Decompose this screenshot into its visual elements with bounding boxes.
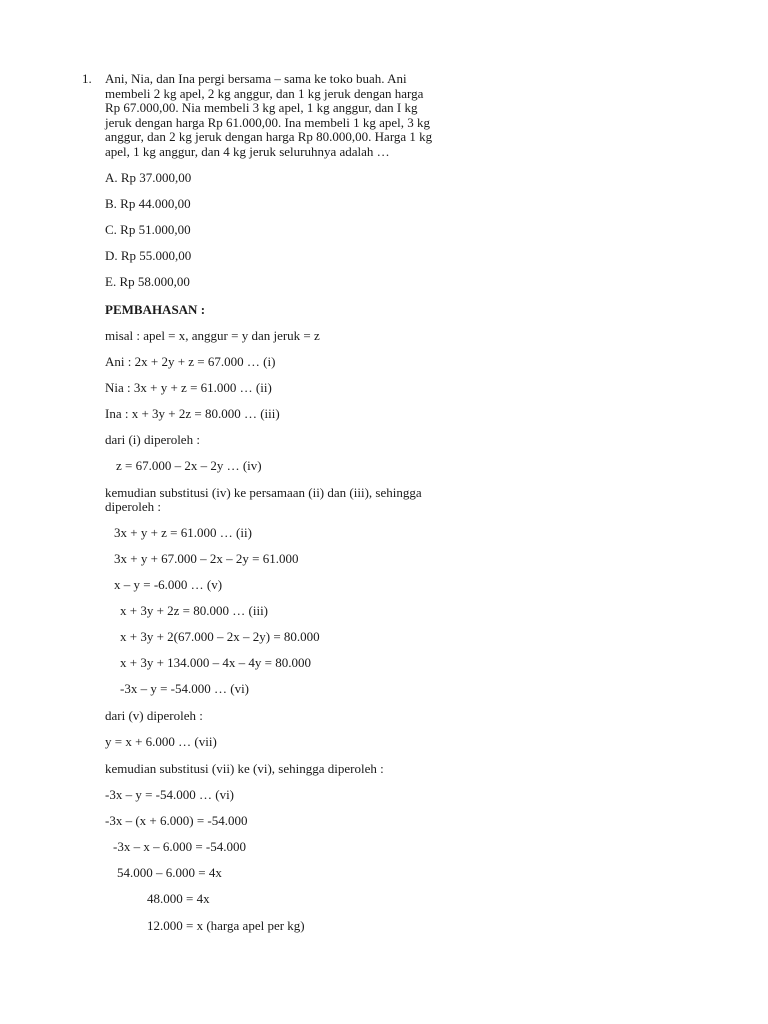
solution-line: dari (v) diperoleh :	[105, 708, 203, 723]
solution-line: x + 3y + 2(67.000 – 2x – 2y) = 80.000	[120, 629, 320, 644]
question-line: apel, 1 kg anggur, dan 4 kg jeruk seluruhnya adalah …	[105, 143, 390, 159]
question-line: jeruk dengan harga Rp 61.000,00. Ina membeli 1 kg apel, 3 kg	[105, 114, 431, 130]
solution-line: -3x – y = -54.000 … (vi)	[120, 681, 250, 696]
option-c: C. Rp 51.000,00	[105, 222, 191, 237]
solution-heading: PEMBAHASAN :	[105, 302, 206, 317]
solution-line: -3x – x – 6.000 = -54.000	[113, 839, 246, 854]
solution-line: x – y = -6.000 … (v)	[114, 577, 223, 592]
solution-line: x + 3y + 2z = 80.000 … (iii)	[120, 603, 269, 618]
solution-line: misal : apel = x, anggur = y dan jeruk = z	[105, 328, 320, 343]
question-line: Ani, Nia, dan Ina pergi bersama – sama ke toko buah. Ani	[105, 71, 407, 86]
solution-line: x + 3y + 134.000 – 4x – 4y = 80.000	[120, 655, 311, 670]
solution-line: 54.000 – 6.000 = 4x	[117, 865, 222, 880]
solution-line: Ina : x + 3y + 2z = 80.000 … (iii)	[105, 406, 280, 421]
question-line: anggur, dan 2 kg jeruk dengan harga Rp 80.000,00. Harga 1 kg	[105, 129, 433, 145]
solution-line: 12.000 = x (harga apel per kg)	[147, 918, 305, 933]
solution-line: -3x – (x + 6.000) = -54.000	[105, 813, 248, 828]
question-number: 1.	[82, 71, 92, 86]
solution-line: diperoleh :	[105, 499, 161, 514]
option-d: D. Rp 55.000,00	[105, 248, 192, 263]
solution-line: kemudian substitusi (vii) ke (vi), sehingga diperoleh :	[105, 761, 384, 776]
solution-line: 3x + y + z = 61.000 … (ii)	[114, 525, 252, 540]
solution-line: dari (i) diperoleh :	[105, 432, 200, 447]
solution-line: 3x + y + 67.000 – 2x – 2y = 61.000	[114, 551, 299, 566]
question-line: Rp 67.000,00. Nia membeli 3 kg apel, 1 kg anggur, dan I kg	[105, 100, 418, 116]
solution-line: kemudian substitusi (iv) ke persamaan (ii) dan (iii), sehingga	[105, 485, 422, 500]
option-b: B. Rp 44.000,00	[105, 196, 191, 211]
solution-line: Ani : 2x + 2y + z = 67.000 … (i)	[105, 354, 276, 369]
question-line: membeli 2 kg apel, 2 kg anggur, dan 1 kg jeruk dengan harga	[105, 85, 424, 101]
solution-line: z = 67.000 – 2x – 2y … (iv)	[116, 458, 262, 473]
solution-line: y = x + 6.000 … (vii)	[105, 734, 217, 749]
option-e: E. Rp 58.000,00	[105, 274, 190, 289]
solution-line: Nia : 3x + y + z = 61.000 … (ii)	[105, 380, 272, 395]
solution-line: 48.000 = 4x	[147, 891, 210, 906]
option-a: A. Rp 37.000,00	[105, 170, 192, 185]
solution-line: -3x – y = -54.000 … (vi)	[105, 787, 235, 802]
question-text	[105, 72, 505, 160]
